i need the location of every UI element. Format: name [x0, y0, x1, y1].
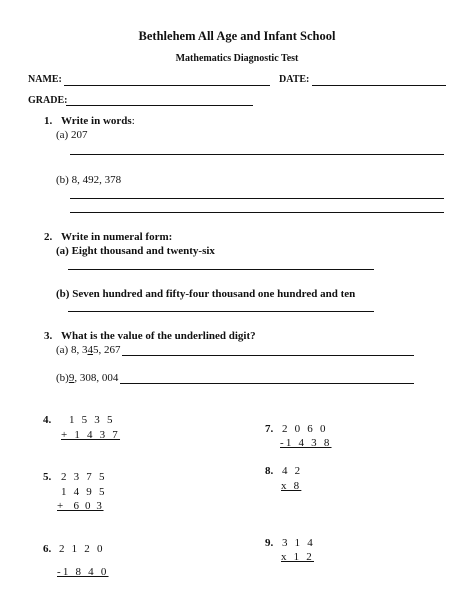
- question-2a-label: (a): [56, 245, 69, 257]
- question-1: [44, 115, 135, 127]
- question-1b-label: (b): [56, 174, 69, 186]
- school-name: Bethlehem All Age and Infant School: [138, 29, 336, 43]
- date-label: DATE:: [279, 74, 310, 85]
- question-2-prompt: Write in numeral form:: [61, 231, 173, 243]
- question-5-number: 5.: [43, 471, 52, 483]
- question-6-line1: 2 1 2 0: [59, 543, 105, 555]
- question-1-prompt: Write in words: [61, 115, 132, 127]
- question-2a: [56, 245, 215, 257]
- question-7-number: 7.: [265, 423, 274, 435]
- question-5-line1: 2 3 7 5: [61, 471, 107, 483]
- question-3: [44, 330, 256, 342]
- question-8-line2: x 8: [281, 480, 302, 492]
- question-4-number: 4.: [43, 414, 52, 426]
- grade-field[interactable]: [66, 105, 253, 106]
- question-2b: [56, 288, 355, 300]
- question-1-number: 1.: [44, 115, 53, 127]
- question-1-colon: :: [131, 115, 135, 127]
- question-3a-pre: 8, 3: [70, 344, 88, 356]
- question-3a-underlined-digit: 4: [87, 344, 93, 356]
- answer-line-1a[interactable]: [70, 154, 444, 155]
- question-1a-label: (a): [56, 129, 69, 141]
- answer-line-1b-1[interactable]: [70, 198, 444, 199]
- question-8-number: 8.: [265, 465, 274, 477]
- question-3-prompt: What is the value of the underlined digit?: [61, 330, 256, 342]
- question-1b-value: 8, 492, 378: [71, 174, 122, 186]
- question-4-line1: 1 5 3 5: [69, 414, 115, 426]
- test-title: Mathematics Diagnostic Test: [175, 53, 299, 64]
- question-1b: [56, 174, 121, 186]
- question-3b-underlined-digit: 9: [68, 372, 75, 384]
- question-9-number: 9.: [265, 537, 274, 549]
- question-4-line2: + 1 4 3 7: [61, 429, 121, 441]
- question-2b-value: Seven hundred and fifty-four thousand one hundred and ten: [72, 288, 356, 300]
- date-field[interactable]: [312, 85, 446, 86]
- question-5-line3: + 6 0 3: [57, 500, 104, 512]
- answer-line-1b-2[interactable]: [70, 212, 444, 213]
- question-3a-post: 5, 267: [92, 344, 121, 356]
- question-2-number: 2.: [44, 231, 53, 243]
- grade-label: GRADE:: [28, 95, 68, 106]
- question-1a: [56, 129, 87, 141]
- name-label: NAME:: [28, 74, 62, 85]
- answer-line-3a[interactable]: [122, 355, 414, 356]
- question-2a-value: Eight thousand and twenty-six: [71, 245, 215, 257]
- question-7-line2: -1 4 3 8: [280, 437, 332, 449]
- name-field[interactable]: [64, 85, 270, 86]
- question-6-line2: -1 8 4 0: [57, 566, 109, 578]
- question-6-number: 6.: [43, 543, 52, 555]
- question-9-line2: x 1 2: [281, 551, 314, 563]
- answer-line-2b[interactable]: [68, 311, 374, 312]
- question-3-number: 3.: [44, 330, 53, 342]
- question-3b-post: , 308, 004: [74, 372, 119, 384]
- question-5-line2: 1 4 9 5: [61, 486, 107, 498]
- question-2b-label: (b): [56, 288, 70, 300]
- question-1a-value: 207: [70, 129, 88, 141]
- answer-line-2a[interactable]: [68, 269, 374, 270]
- answer-line-3b[interactable]: [120, 383, 414, 384]
- question-3b-label: (b): [56, 372, 69, 384]
- question-3a-label: (a): [56, 344, 69, 356]
- question-8-line1: 4 2: [282, 465, 303, 477]
- question-2: [44, 231, 172, 243]
- question-3b: [56, 372, 118, 384]
- question-9-line1: 3 1 4: [282, 537, 315, 549]
- question-7-line1: 2 0 6 0: [282, 423, 328, 435]
- question-3a: [56, 344, 120, 356]
